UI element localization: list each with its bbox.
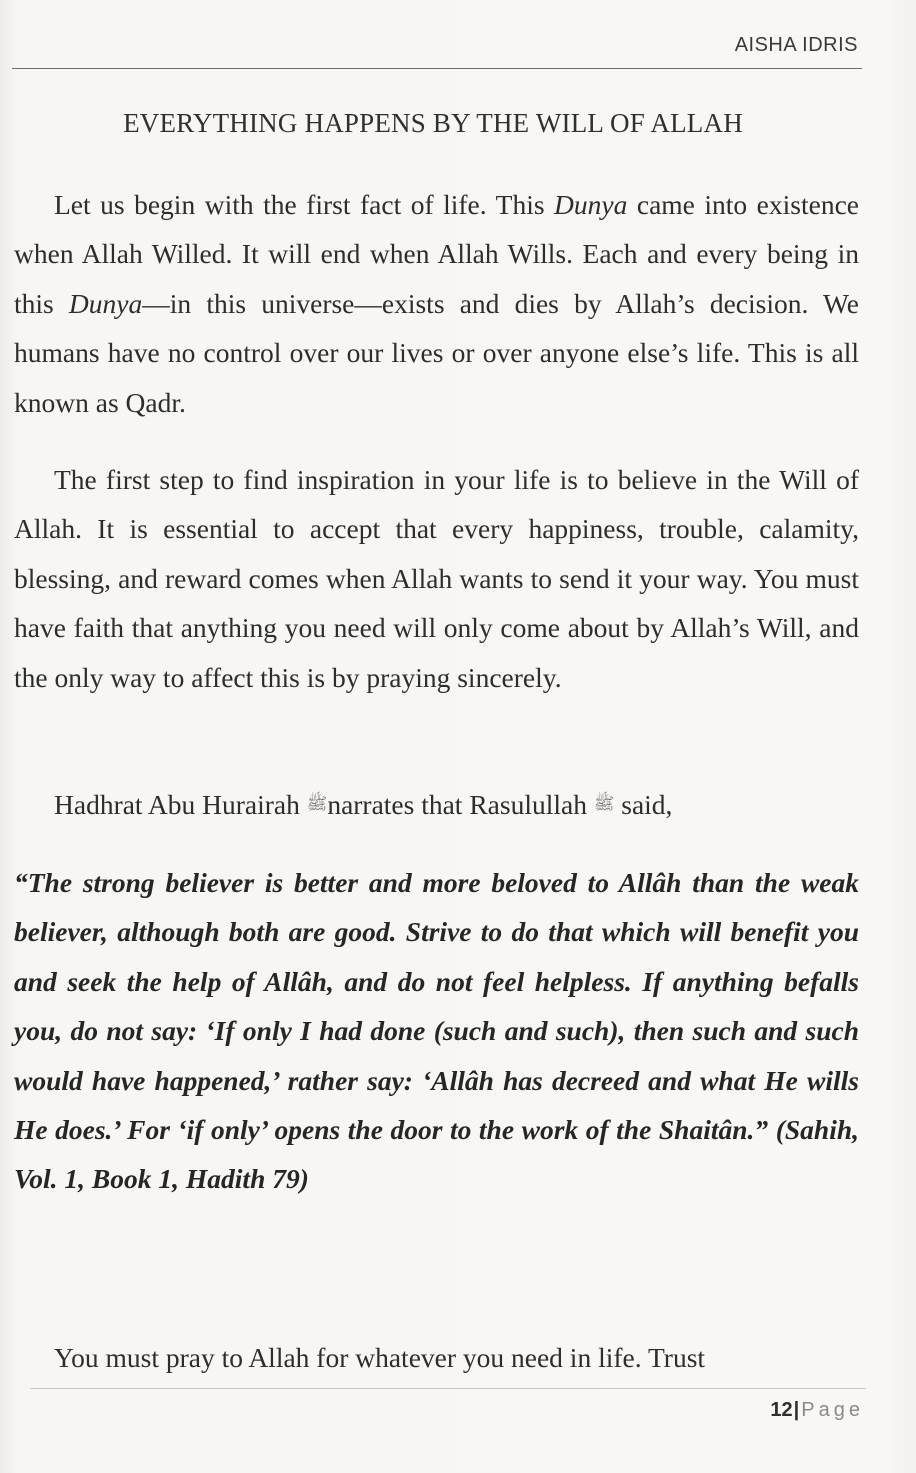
paragraph-text: Let us begin with the first fact of life. This	[54, 189, 555, 220]
paragraph-qadr	[14, 180, 859, 427]
honorific-glyph-icon: ﷺ	[593, 794, 615, 814]
paragraph-text: came into existence when Allah Willed. It will end when Allah Wills. Each and every being in this	[14, 189, 859, 319]
paragraph-text: You must pray to Allah for whatever you need in life. Trust	[54, 1342, 706, 1373]
paragraph-text: —in this universe—exists and dies by Allah’s decision. We humans have no control over our lives or over anyone else’s life. This is all known as Qadr.	[14, 287, 859, 418]
footer-rule	[30, 1388, 866, 1389]
running-header-author: AISHA IDRIS	[734, 34, 858, 56]
emphasis-dunya: Dunya	[554, 189, 628, 220]
honorific-glyph-icon: ﷺ	[306, 794, 328, 814]
hadith-quote: “The strong believer is better and more beloved to Allâh than the weak believer, although both are good. Strive to do that which will benefit you and seek the help of Allâh, and do not feel helpless. If anything befalls you, do not say: ‘If only I had done (such and such), then such and such would have happened,’ rather say: ‘Allâh has decreed and what He wills He does.’ For ‘if only’ opens the door to the work of the Shaitân.” (Sahih, Vol. 1, Book 1, Hadith 79)	[14, 867, 859, 1195]
page-number-separator: |	[793, 1399, 800, 1421]
emphasis-dunya: Dunya	[68, 287, 143, 319]
page-number	[770, 1399, 864, 1422]
chapter-title: EVERYTHING HAPPENS BY THE WILL OF ALLAH	[123, 108, 743, 138]
paragraph-narration-intro	[14, 780, 859, 829]
paragraph-pray	[14, 1333, 859, 1382]
paragraph-text: The first step to find inspiration in your life is to believe in the Will of Allah. It is essential to accept that every happiness, trouble, calamity, blessing, and reward comes when Allah wants to send it your way. You must have faith that anything you need will only come about by Allah’s Will, and the only way to affect this is by praying sincerely.	[14, 464, 859, 693]
page-number-value: 12	[770, 1399, 793, 1421]
page-word: Page	[801, 1399, 864, 1421]
paragraph-text: said,	[614, 789, 673, 820]
paragraph-will-of-allah	[14, 455, 859, 702]
paragraph-text: narrates that Rasulullah	[327, 789, 594, 820]
header-rule	[12, 68, 862, 69]
paragraph-text: Hadhrat Abu Hurairah	[54, 789, 307, 820]
